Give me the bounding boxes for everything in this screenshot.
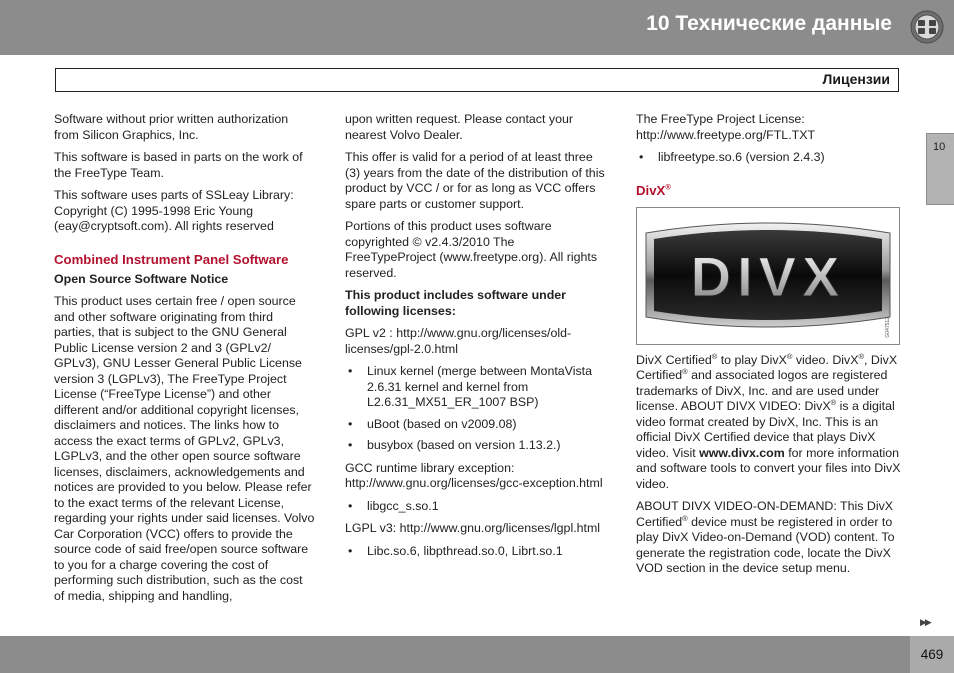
bullet-list <box>345 544 607 560</box>
divx-heading-text: DivX <box>636 182 666 198</box>
list-item: • busybox (based on version 1.13.2.) <box>345 438 607 454</box>
gpl-link-text: GPL v2 : http://www.gnu.org/licenses/old-licenses/gpl-2.0.html <box>345 326 572 356</box>
list-item: • uBoot (based on v2009.08) <box>345 417 607 433</box>
paragraph: This product uses certain free / open source and other software originating from third parties, that is subject to the GNU General Public License version 2 and 3 (GPLv2/ GPLv3), GNU Lesser General Public License version 3 (LGPLv3), The FreeType Project License (“FreeType License”) and other different and/or additional copyright licenses, disclaimers and notices. The links how to access the exact terms of GPLv2, GPLv3, LGPLv3, and the other open source software licenses, disclaimers, acknowledgements and notices are provided to you below. Please refer to the exact terms of the relevant License, regarding your rights under said licenses. Volvo Car Corporation (VCC) offers to provide the source code of said free/open source software to you for a charge covering the cost of performing such distribution, such as the cost of media, shipping and handling, <box>54 294 315 603</box>
divx-logo-image <box>636 207 900 345</box>
list-item: • libgcc_s.so.1 <box>345 499 607 515</box>
chapter-badge-icon <box>910 10 944 44</box>
section-bar <box>55 68 899 92</box>
list-item: • Linux kernel (merge between MontaVista 2.6.31 kernel and kernel from L2.6.31_MX51_ER_1007 BSP) <box>345 364 607 411</box>
chapter-side-tab-label: 10 <box>933 141 946 153</box>
gcc-link-text: GCC runtime library exception: http://www.gnu.org/licenses/gcc-exception.html <box>345 460 603 490</box>
image-code: G047512 <box>884 316 891 338</box>
list-item: • Libc.so.6, libpthread.so.0, Librt.so.1 <box>345 544 607 560</box>
divx-paragraph-1: DivX Certified® to play DivX® video. DivX®, DivX Certified® and associated logos are registered trademarks of DivX, Inc. and are used under license. ABOUT DIVX VIDEO: DivX® is a digital video format created by DivX, Inc. This is an official DivX Certified device that plays DivX video. Visit www.divx.com for more information and software tools to convert your files into DivX video. <box>636 351 901 491</box>
bold-label: This product includes software under following licenses: <box>345 288 566 318</box>
paragraph: This software is based in parts on the work of the FreeType Team. <box>54 150 303 180</box>
chapter-side-tab[interactable] <box>926 133 954 205</box>
text-column-1 <box>54 112 316 611</box>
text-column-3 <box>636 112 904 584</box>
paragraph: upon written request. Please contact your nearest Volvo Dealer. <box>345 112 573 142</box>
list-item: • libfreetype.so.6 (version 2.4.3) <box>636 150 904 166</box>
page-footer <box>0 636 954 673</box>
bullet-list <box>345 499 607 515</box>
divx-logo-icon <box>640 217 896 333</box>
page-header <box>0 0 954 55</box>
bullet-list <box>636 150 904 166</box>
page-number: 469 <box>910 636 954 673</box>
section-title: Лицензии <box>822 71 890 87</box>
divx-logo-text: DIVX <box>690 244 846 308</box>
divx-heading <box>636 182 904 199</box>
divx-website-link[interactable]: www.divx.com <box>699 445 785 460</box>
divx-paragraph-2: ABOUT DIVX VIDEO-ON-DEMAND: This DivX Certified® device must be registered in order to play DivX Video-on-Demand (VOD) content. To generate the registration code, locate the DivX VOD section in the device setup menu. <box>636 499 895 575</box>
paragraph: This software uses parts of SSLeay Library: Copyright (C) 1995-1998 Eric Young (eay@cryptsoft.com). All rights reserved <box>54 188 294 233</box>
paragraph: The FreeType Project License: http://www.freetype.org/FTL.TXT <box>636 112 816 142</box>
subheading: Open Source Software Notice <box>54 271 229 286</box>
bullet-list <box>345 364 607 454</box>
paragraph: This offer is valid for a period of at least three (3) years from the date of the distribution of this product by VCC / or for as long as VCC offers spare parts or customer support. <box>345 150 605 211</box>
registered-mark: ® <box>665 182 671 192</box>
lgpl-link-text: LGPL v3: http://www.gnu.org/licenses/lgpl.html <box>345 521 601 535</box>
paragraph: Software without prior written authorization from Silicon Graphics, Inc. <box>54 112 289 142</box>
text-column-2 <box>345 112 607 566</box>
double-chevron-right-icon[interactable]: ▶▶ <box>920 617 930 627</box>
chapter-title: 10 Технические данные <box>646 12 892 35</box>
paragraph: Portions of this product uses software copyrighted © v2.4.3/2010 The FreeTypeProject (www.freetype.org). All rights reserved. <box>345 219 598 280</box>
section-heading: Combined Instrument Panel Software <box>54 251 289 267</box>
